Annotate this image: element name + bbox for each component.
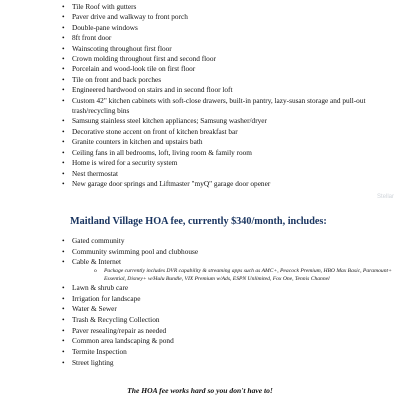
list-item: • Tile on front and back porches — [62, 75, 392, 85]
cable-package-note: o Package currently includes DVR capability & streaming apps such as AMC+, Peacock Premium, HBO Max Basic, Paramount+ Essential, Disney+ w/Hulu Bundle, VIX Premium w/Ads, ESPN Unlimited, Fox One, Tennis Channel — [94, 268, 392, 283]
list-item: • Community swimming pool and clubhouse — [62, 247, 392, 258]
list-item: • Ceiling fans in all bedrooms, loft, living room & family room — [62, 148, 392, 158]
list-item: • Tile Roof with gutters — [62, 2, 392, 12]
list-item: • Wainscoting throughout first floor — [62, 44, 392, 54]
list-item: • Paver drive and walkway to front porch — [62, 12, 392, 22]
list-item: • Custom 42" kitchen cabinets with soft-close drawers, built-in pantry, lazy-susan storage and pull-out trash/recycling bins — [62, 96, 392, 117]
list-item: • Home is wired for a security system — [62, 158, 392, 168]
home-features-list — [62, 2, 392, 189]
list-item: • New garage door springs and Liftmaster "myQ" garage door opener — [62, 179, 392, 189]
hoa-heading: Maitland Village HOA fee, currently $340/month, includes: — [70, 216, 327, 227]
footer-tagline: The HOA fee works hard so you don't have to! — [127, 386, 273, 395]
list-item — [62, 257, 392, 283]
list-item: • Porcelain and wood-look tile on first floor — [62, 64, 392, 74]
hoa-includes-list — [62, 236, 392, 369]
list-item: • Granite counters in kitchen and upstairs bath — [62, 137, 392, 147]
list-item: • Street lighting — [62, 358, 392, 369]
list-item: • Double-pane windows — [62, 23, 392, 33]
list-item: • Crown molding throughout first and second floor — [62, 54, 392, 64]
watermark-text: Stellar — [376, 194, 394, 200]
list-item: • Decorative stone accent on front of kitchen breakfast bar — [62, 127, 392, 137]
list-item: • Irrigation for landscape — [62, 294, 392, 305]
list-item: • Engineered hardwood on stairs and in second floor loft — [62, 85, 392, 95]
list-item: • Lawn & shrub care — [62, 283, 392, 294]
list-item: • Trash & Recycling Collection — [62, 315, 392, 326]
list-item: • Water & Sewer — [62, 304, 392, 315]
list-item: • Nest thermostat — [62, 169, 392, 179]
list-item-label: Cable & Internet — [72, 257, 122, 267]
list-item: • Common area landscaping & pond — [62, 336, 392, 347]
list-item: • Paver resealing/repair as needed — [62, 326, 392, 337]
list-item: • Termite Inspection — [62, 347, 392, 358]
list-item: • Gated community — [62, 236, 392, 247]
list-item: • 8ft front door — [62, 33, 392, 43]
list-item: • Samsung stainless steel kitchen appliances; Samsung washer/dryer — [62, 116, 392, 126]
